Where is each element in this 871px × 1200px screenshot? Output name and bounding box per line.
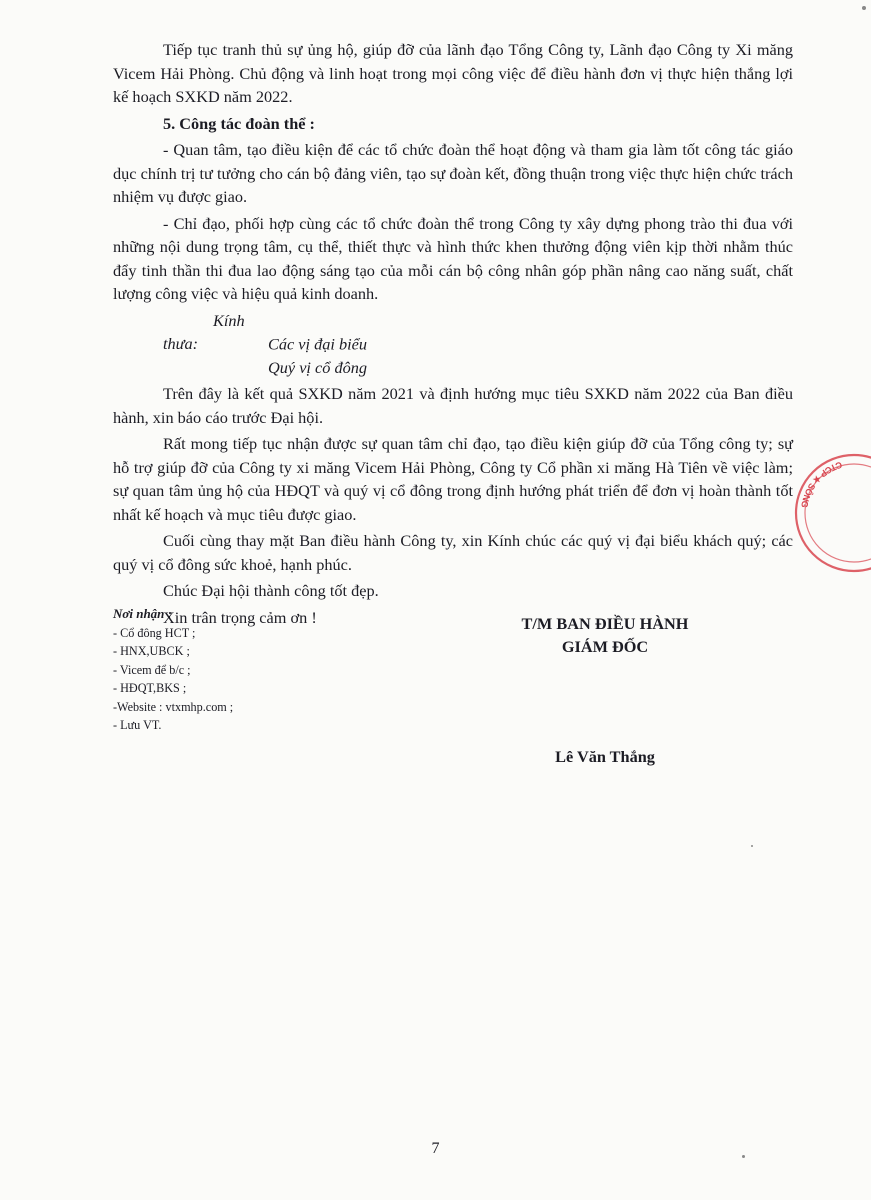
signature-title: T/M BAN ĐIỀU HÀNH	[521, 614, 689, 633]
scan-speck	[862, 6, 866, 10]
recipients-block	[113, 605, 413, 735]
recipient-item: - Lưu VT.	[113, 718, 162, 732]
recipient-item: - Cổ đông HCT ;	[113, 625, 196, 640]
section-item: - Chỉ đạo, phối hợp cùng các tổ chức đoàn thể trong Công ty xây dựng phong trào thi đua với những nội dung trọng tâm, cụ thể, thiết thực và hình thức khen thưởng động viên kịp thời nhằm thúc đẩy tinh thần thi đua lao động sáng tạo của mỗi cán bộ công nhân góp phần nâng cao năng suất, chất lượng công việc và hiệu quả kinh doanh.	[113, 213, 793, 303]
section-heading-mass-organizations: 5. Công tác đoàn thể :	[163, 113, 315, 133]
recipient-item: - HNX,UBCK ;	[113, 644, 190, 658]
recipient-item: - Vicem để b/c ;	[113, 662, 191, 677]
section-item: - Quan tâm, tạo điều kiện để các tổ chức đoàn thể hoạt động và tham gia làm tốt công tác giáo dục chính trị tư tưởng cho cán bộ đảng viên, tạo sự đoàn kết, đồng thuận trong việc thực hiện chức trách nhiệm vụ được giao.	[113, 140, 793, 206]
salutation-line: Quý vị cổ đông	[268, 357, 368, 377]
signer-name: Lê Văn Thắng	[555, 747, 655, 766]
company-seal-icon	[786, 448, 871, 578]
paragraph-support: Tiếp tục tranh thủ sự ủng hộ, giúp đỡ của lãnh đạo Tổng Công ty, Lãnh đạo Công ty Xi măng Vicem Hải Phòng. Chủ động và linh hoạt trong mọi công việc để điều hành đơn vị thực hiện thắng lợi kế hoạch SXKD năm 2022.	[113, 40, 793, 106]
salutation	[113, 309, 793, 356]
recipients-title: Nơi nhận :	[113, 606, 172, 621]
scan-speck	[742, 1155, 745, 1158]
signature-block	[470, 612, 740, 658]
closing-paragraph: Trên đây là kết quả SXKD năm 2021 và định hướng mục tiêu SXKD năm 2022 của Ban điều hành, xin báo cáo trước Đại hội.	[113, 384, 793, 427]
svg-text:CTCP ★ SÔNG: CTCP ★ SÔNG	[799, 459, 844, 509]
scan-speck	[751, 845, 753, 847]
recipient-item: - HĐQT,BKS ;	[113, 681, 187, 695]
closing-paragraph: Chúc Đại hội thành công tốt đẹp.	[163, 581, 379, 600]
page-number: 7	[431, 1140, 440, 1157]
closing-paragraph: Cuối cùng thay mặt Ban điều hành Công ty, xin Kính chúc các quý vị đại biểu khách quý; các quý vị cổ đông sức khoẻ, hạnh phúc.	[113, 531, 793, 574]
closing-paragraph: Rất mong tiếp tục nhận được sự quan tâm chỉ đạo, tạo điều kiện giúp đỡ của Tổng công ty; sự hỗ trợ giúp đỡ của Công ty xi măng Vicem Hải Phòng, Công ty Cổ phần xi măng Hà Tiên về việc làm; sự quan tâm ủng hộ của HĐQT và quý vị cổ đông trong định hướng phát triển để đơn vị hoàn thành tốt nhất kế hoạch và mục tiêu được giao.	[113, 434, 793, 524]
recipient-item: -Website : vtxmhp.com ;	[113, 699, 234, 714]
signature-position: GIÁM ĐỐC	[561, 637, 649, 656]
salutation-label: Kính thưa:	[163, 310, 245, 353]
salutation-line: Các vị đại biểu	[268, 334, 368, 353]
closing-paragraph: Xin trân trọng cảm ơn !	[163, 607, 317, 627]
report-body	[113, 38, 793, 632]
